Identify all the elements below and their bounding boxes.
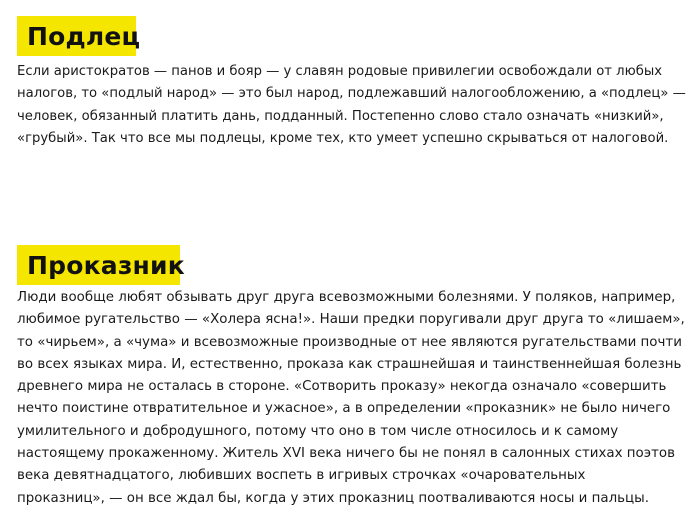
section-paragraph: [17, 287, 685, 510]
section-title: Подлец: [27, 21, 141, 51]
paragraph-line: то «чирьем», а «чума» и всевозможные производные от нее являются ругательствами почти: [17, 334, 682, 350]
paragraph-line: умилительного и добродушного, потому что оно в том числе относилось и к самому: [17, 423, 619, 439]
section-heading: [17, 245, 185, 285]
paragraph-line: во всех языках мира. И, естественно, проказа как страшнейшая и таинственнейшая болезнь: [17, 356, 682, 372]
paragraph-line: Если аристократов — панов и бояр — у славян родовые привилегии освобождали от любых: [17, 64, 663, 79]
paragraph-line: любимое ругательство — «Холера ясна!». Наши предки поругивали друг друга то «лишаем»,: [17, 312, 685, 328]
paragraph-line: человек, обязанный платить дань, подданный. Постепенно слово стало означать «низкий»,: [17, 108, 664, 124]
section-paragraph: [17, 61, 686, 150]
paragraph-line: проказниц», — он все ждал бы, когда у этих проказниц поотваливаются носы и пальцы.: [17, 490, 649, 506]
paragraph-line: налогов, то «подлый народ» — это был народ, подлежавший налогообложению, а «подлец» —: [17, 86, 686, 102]
section-title: Проказник: [27, 250, 185, 280]
paragraph-line: Люди вообще любят обзывать друг друга всевозможными болезнями. У поляков, например,: [17, 290, 676, 305]
paragraph-line: века девятнадцатого, любивших воспеть в игривых строчках «очаровательных: [17, 468, 586, 484]
paragraph-line: «грубый». Так что все мы подлецы, кроме тех, кто умеет успешно скрываться от налоговой.: [17, 130, 669, 146]
paragraph-line: древнего мира не осталась в стороне. «Сотворить проказу» некогда означало «совершить: [17, 379, 667, 395]
paragraph-line: нечто поистине отвратительное и ужасное», а в определении «проказник» не было ничего: [17, 401, 671, 417]
section-heading: [17, 16, 141, 56]
paragraph-line: настоящему прокаженному. Житель XVI века ничего бы не понял в салонных стихах поэтов: [17, 446, 675, 462]
